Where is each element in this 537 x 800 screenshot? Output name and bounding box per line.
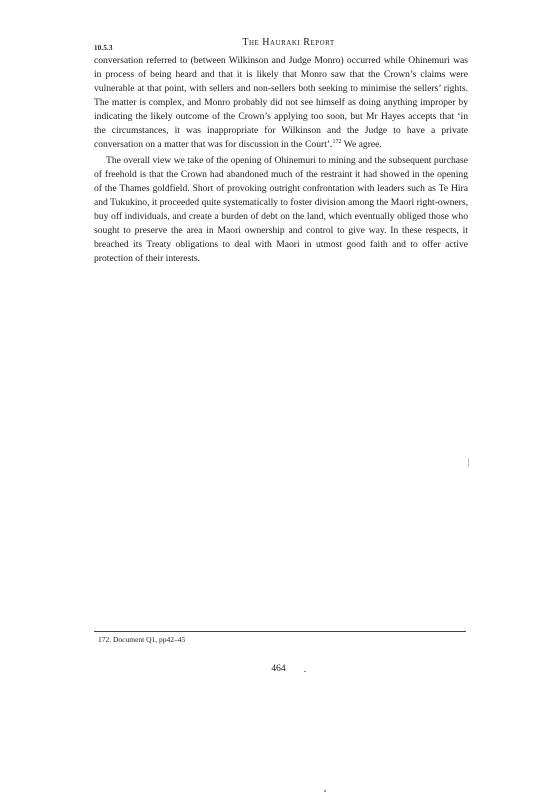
footnote: 172. Document Q1, pp42–45 bbox=[98, 635, 186, 644]
paragraph-2: The overall view we take of the opening of Ohinemuri to mining and the subsequent purchase of freehold is that the Crown had abandoned much of the restraint it had showed in the opening of the Thames goldfield. Short of provoking outright confrontation with leaders such as Te Hira and Tukukino, it proceeded quite systematically to foster division among the Maori right-owners, buy off individuals, and create a burden of debt on the land, which eventually obliged those who sought to preserve the area in Maori ownership and control to give way. In these respects, it breached its Treaty obligations to deal with Maori in utmost good faith and to offer active protection of their interests. bbox=[94, 155, 468, 264]
section-number: 10.5.3 bbox=[94, 44, 113, 52]
scan-mark bbox=[468, 458, 469, 467]
page-number: 464 bbox=[271, 664, 286, 674]
scan-speck-bottom bbox=[324, 790, 326, 792]
paragraph-1 bbox=[94, 54, 468, 152]
footnote-rule bbox=[94, 631, 466, 632]
running-head: The Hauraki Report bbox=[242, 37, 335, 48]
body-text bbox=[94, 54, 468, 268]
scan-speck bbox=[304, 671, 306, 672]
paragraph-1-text: conversation referred to (between Wilkinson and Judge Monro) occurred while Ohinemuri was in process of being heard and that it is likely that Monro saw that the Crown’s claims were vulnerable at that point, with sellers and non-sellers both seeking to minimise the sellers’ rights. The matter is complex, and Monro probably did not see himself as doing anything improper by indicating the likely outcome of the Crown’s applying too soon, but Mr Hayes accepts that ‘in the circumstances, it was inappropriate for Wilkinson and the Judge to have a private conversation on a matter that was for discussion in the Court’. bbox=[94, 55, 468, 150]
paragraph-1-tail: We agree. bbox=[341, 139, 382, 150]
footnote-reference: 172 bbox=[332, 139, 342, 145]
